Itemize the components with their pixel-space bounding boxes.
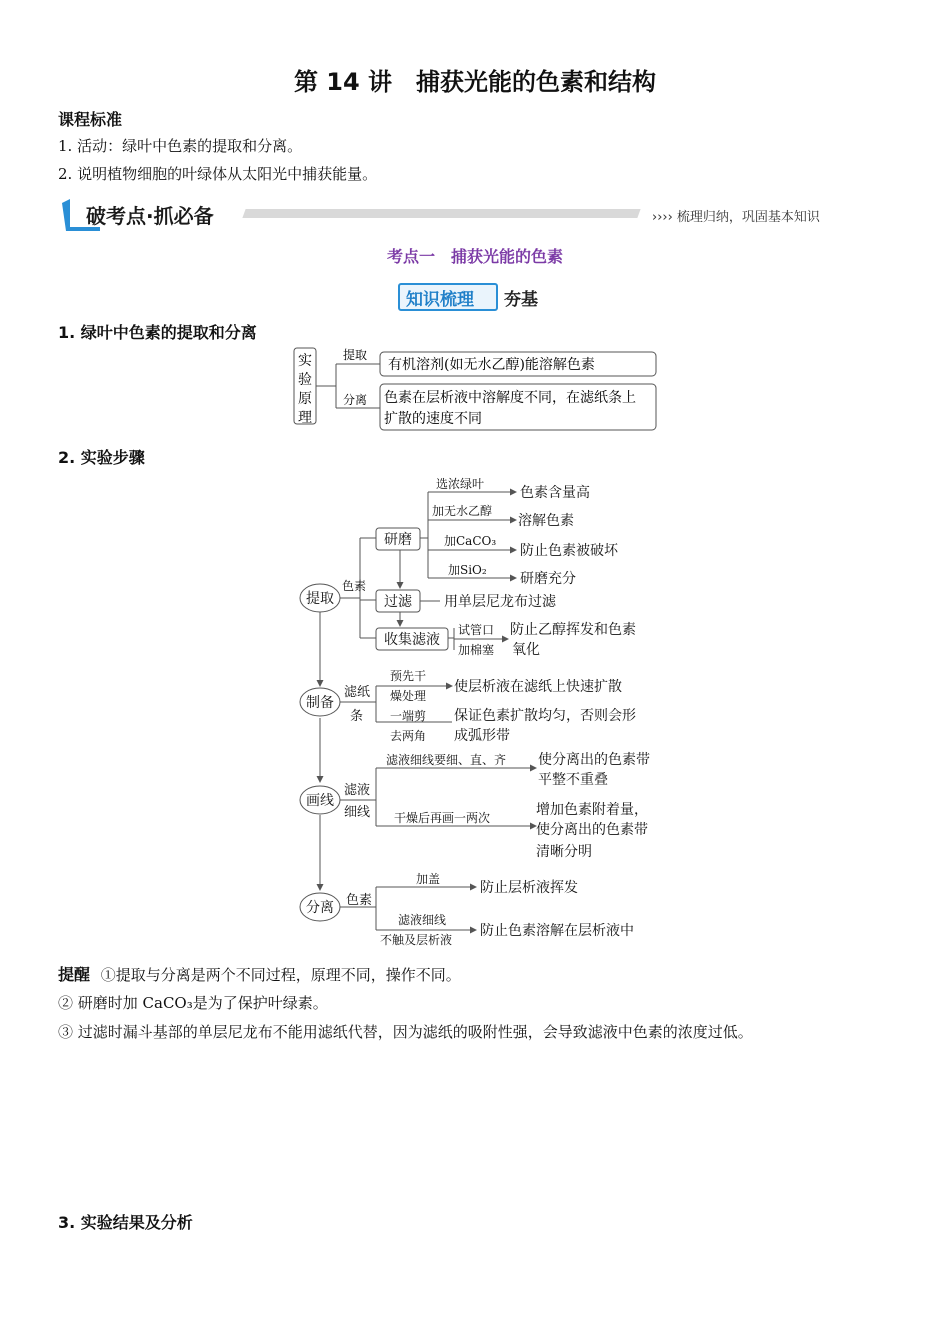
node-collect: 收集滤液 [384,632,440,648]
separate-b-label-1: 滤液细线 [398,913,447,927]
separate-b-label-2: 不触及层析液 [380,933,453,947]
branch-text-separate-1: 色素在层析液中溶解度不同，在滤纸条上 [384,390,636,406]
node-filter: 过滤 [384,594,412,610]
side-prepare-1: 滤纸 [344,685,371,700]
grind-label: 选浓绿叶 [436,477,485,491]
grind-result: 防止色素被破坏 [520,543,618,559]
draw-b-text-1: 增加色素附着量， [536,802,648,818]
collect-label-1: 试管口 [458,623,495,637]
standard-item-1: 1. 活动：绿叶中色素的提取和分离。 [58,137,303,155]
branch-label-extract: 提取 [343,348,368,362]
section-banner [60,197,860,233]
collect-text-1: 防止乙醇挥发和色素 [510,622,636,638]
steps-diagram [290,470,670,950]
grind-label: 加SiO₂ [448,563,487,577]
reminder-tag: 提醒 [58,965,91,984]
side-draw-2: 细线 [344,805,371,820]
branch-text-extract: 有机溶剂(如无水乙醇)能溶解色素 [388,357,595,373]
branch-text-separate-2: 扩散的速度不同 [384,411,482,427]
draw-b-text-3: 清晰分明 [536,844,592,860]
prepare-a-text: 使层析液在滤纸上快速扩散 [454,679,622,695]
draw-a-label: 滤液细线要细、直、齐 [386,753,507,767]
kaodian-heading: 考点一 捕获光能的色素 [386,247,563,266]
knowledge-badge [398,283,554,311]
reminder-item: ② 研磨时加 CaCO₃是为了保护叶绿素。 [58,994,328,1012]
side-draw-1: 滤液 [344,783,371,798]
branch-label-separate: 分离 [343,393,368,407]
standard-heading: 课程标准 [58,110,123,129]
filter-text: 用单层尼龙布过滤 [444,594,556,610]
draw-b-text-2: 使分离出的色素带 [536,822,648,838]
separate-b-text: 防止色素溶解在层析液中 [480,923,634,939]
banner-label: 破考点·抓必备 [86,204,214,228]
node-draw: 画线 [306,793,334,809]
separate-a-label: 加盖 [416,872,441,886]
section1-heading: 1. 绿叶中色素的提取和分离 [58,323,257,342]
prepare-b-label-1: 一端剪 [390,709,427,723]
root-char: 实 [298,353,312,369]
grind-result: 色素含量高 [520,485,590,501]
section3-heading: 3. 实验结果及分析 [58,1213,193,1232]
banner-right-text: ›››› 梳理归纳，巩固基本知识 [652,210,820,225]
grind-label: 加无水乙醇 [432,504,493,518]
node-separate: 分离 [306,900,334,916]
prepare-a-label-2: 燥处理 [390,689,427,703]
draw-a-text-2: 平整不重叠 [538,772,608,788]
badge-left: 知识梳理 [406,290,474,310]
prepare-b-label-2: 去两角 [390,729,427,743]
reminder-line-1 [58,962,461,985]
draw-a-text-1: 使分离出的色素带 [538,752,650,768]
node-grind: 研磨 [384,532,412,548]
collect-label-2: 加棉塞 [458,643,495,657]
side-separate: 色素 [346,893,373,908]
root-char: 原 [298,391,312,407]
section2-heading: 2. 实验步骤 [58,448,145,467]
prepare-b-text-1: 保证色素扩散均匀，否则会形 [454,708,636,724]
root-char: 验 [298,372,312,388]
reminder-item: ①提取与分离是两个不同过程，原理不同，操作不同。 [100,966,461,984]
root-char: 理 [298,410,312,426]
reminder-item: ③ 过滤时漏斗基部的单层尼龙布不能用滤纸代替，因为滤纸的吸附性强，会导致滤液中色素的浓度过低。 [58,1023,753,1041]
prepare-a-label-1: 预先干 [390,669,427,683]
side-prepare-2: 条 [350,709,364,724]
draw-b-label: 干燥后再画一两次 [394,811,491,825]
page-title: 第 14 讲 捕获光能的色素和结构 [293,68,657,96]
principle-diagram [290,342,670,434]
grind-result: 溶解色素 [518,513,574,529]
badge-right: 夯基 [504,290,538,310]
separate-a-text: 防止层析液挥发 [480,880,578,896]
node-prepare: 制备 [306,695,334,711]
node-extract: 提取 [306,591,334,607]
grind-label: 加CaCO₃ [444,534,497,548]
side-extract: 色素 [342,579,367,593]
prepare-b-text-2: 成弧形带 [454,728,510,744]
grind-result: 研磨充分 [520,571,576,587]
collect-text-2: 氧化 [512,642,540,658]
standard-item-2: 2. 说明植物细胞的叶绿体从太阳光中捕获能量。 [58,165,378,183]
